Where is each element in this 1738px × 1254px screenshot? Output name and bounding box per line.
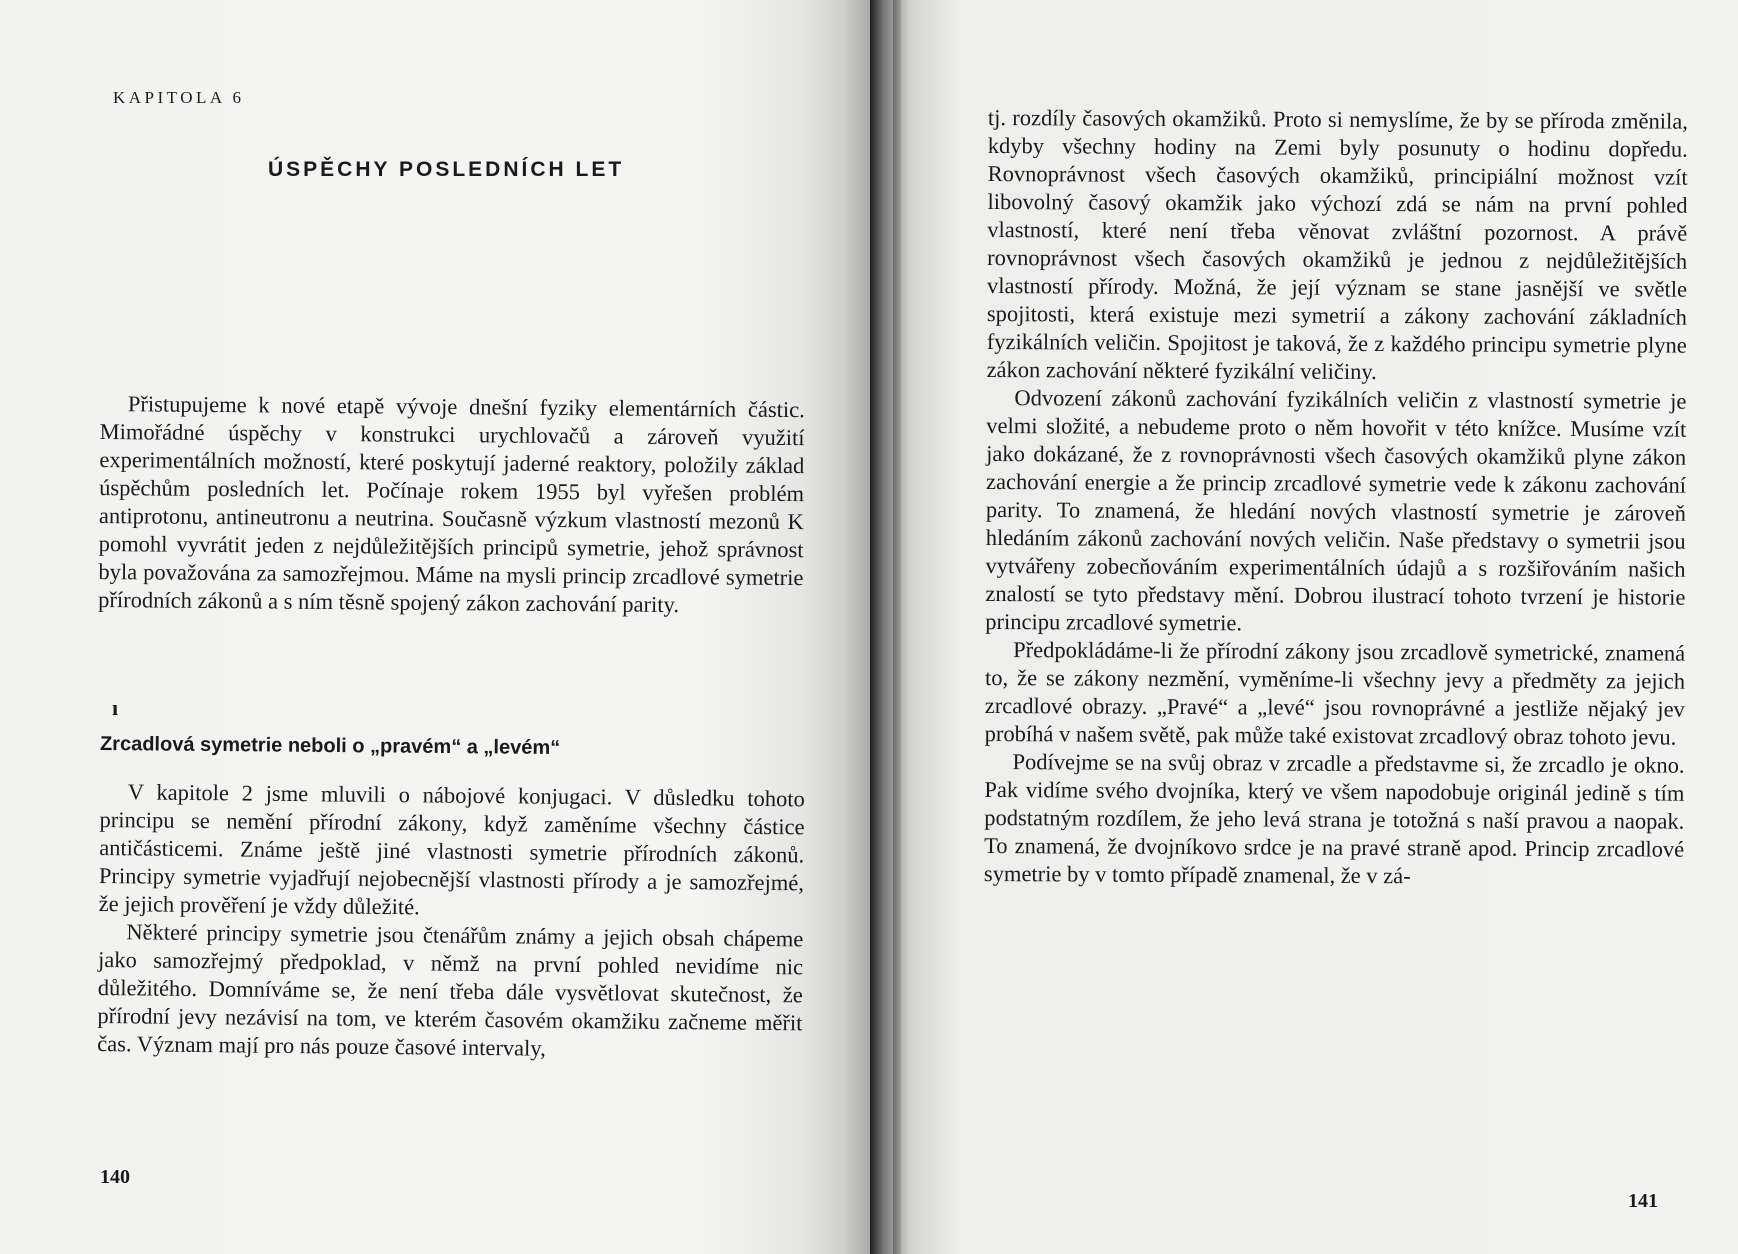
paragraph: Některé principy symetrie jsou čtenářům známy a jejich obsah chápeme jako samozřejmý předpoklad, v němž na první pohled nevidíme nic důležitého. Domníváme se, že není třeba dále vysvětlovat skutečnost, že přírodní jevy nezávisí na tom, ve kterém časovém okamžiku začneme měřit čas. Význam mají pro nás pouze časové intervaly,	[97, 919, 804, 1061]
paragraph: V kapitole 2 jsme mluvili o nábojové konjugaci. V důsledku tohoto principu se nemění přírodní zákony, když zaměníme všechny částice antičásticemi. Známe ještě jiné vlastnosti symetrie přírodních zákonů. Principy symetrie vyjadřují nejobecnější vlastnosti přírody a je samozřejmé, že jejich prověření je vždy důležité.	[98, 779, 805, 920]
chapter-title: ÚSPĚCHY POSLEDNÍCH LET	[268, 158, 625, 181]
paragraph: Přistupujeme k nové etapě vývoje dnešní fyziky elementárních částic. Mimořádné úspěchy v konstrukci urychlovačů a zároveň využití experimentálních možností, které poskytují jaderné reaktory, položily základ úspěchům posledních let. Počínaje rokem 1955 byl vyřešen problém antiprotonu, antineutronu a neutrina. Současně výzkum vlastností mezonů K pomohl vyvrátit jeden z nejdůležitějších principů symetrie, jehož správnost byla považována za samozřejmou. Máme na mysli princip zrcadlové symetrie přírodních zákonů a s ním těsně spojený zákon zachování parity.	[98, 391, 805, 618]
section-heading: Zrcadlová symetrie neboli o „pravém“ a „levém“	[99, 732, 561, 760]
intro-paragraph	[98, 390, 805, 620]
paragraph: tj. rozdíly časových okamžiků. Proto si nemyslíme, že by se příroda změnila, kdyby všechny hodiny na Zemi byly posunuty o hodinu dopředu. Rovnoprávnost všech časových okamžiků, principiální možnost vzít libovolný časový okamžik jako výchozí zdá se nám na první pohled vlastností, které není třeba věnovat zvláštní pozornost. A právě rovnoprávnost všech časových okamžiků je jednou z nejdůležitějších vlastností přírody. Možná, že její význam se stane jasnější ve světle spojitosti, která existuje mezi symetrií a zákony zachování základních fyzikálních veličin. Spojitost je taková, že z každého principu symetrie plyne zákon zachování některé fyzikální veličiny.	[986, 104, 1688, 385]
book-gutter	[893, 0, 901, 1254]
running-head: KAPITOLA 6	[113, 88, 245, 107]
print-mark: ı	[112, 695, 119, 720]
paragraph: Podívejme se na svůj obraz v zrcadle a představme si, že zrcadlo je okno. Pak vidíme svého dvojníka, který ve všem napodobuje originál jedině s tím podstatným rozdílem, že jeho levá strana je totožná s naší pravou a naopak. To znamená, že dvojníkovo srdce je na pravé straně apod. Princip zrcadlové symetrie by v tomto případě znamenal, že v zá-	[983, 749, 1685, 889]
paragraph: Předpokládáme-li že přírodní zákony jsou zrcadlově symetrické, znamená to, že se zákony nezmění, vyměníme-li všechny jevy a předměty za jejich zrcadlové obrazy. „Pravé“ a „levé“ jsou rovnoprávné a jestliže nějaký jev probíhá v našem světě, pak může také existovat zrcadlový obraz tohoto jevu.	[984, 637, 1686, 750]
page-number-right: 141	[1628, 1190, 1658, 1212]
paragraph: Odvození zákonů zachování fyzikálních veličin z vlastností symetrie je velmi složité, a nebudeme proto o něm hovořit v této knížce. Musíme vzít jako dokázané, že z rovnoprávnosti všech časových okamžiků plyne zákon zachování energie a že princip zrcadlové symetrie vede k zákonu zachování parity. To znamená, že hledání nových vlastností symetrie je zároveň hledáním zákonů zachování nových veličin. Naše představy o symetrii jsou vytvářeny zobecňováním experimentálních údajů a s rozšiřováním našich znalostí se tyto představy mění. Dobrou ilustrací tohoto tvrzení je historie principu zrcadlové symetrie.	[985, 385, 1687, 636]
page-number-left: 140	[100, 1166, 130, 1188]
right-page-body	[984, 104, 1688, 892]
section-body	[97, 778, 805, 1065]
